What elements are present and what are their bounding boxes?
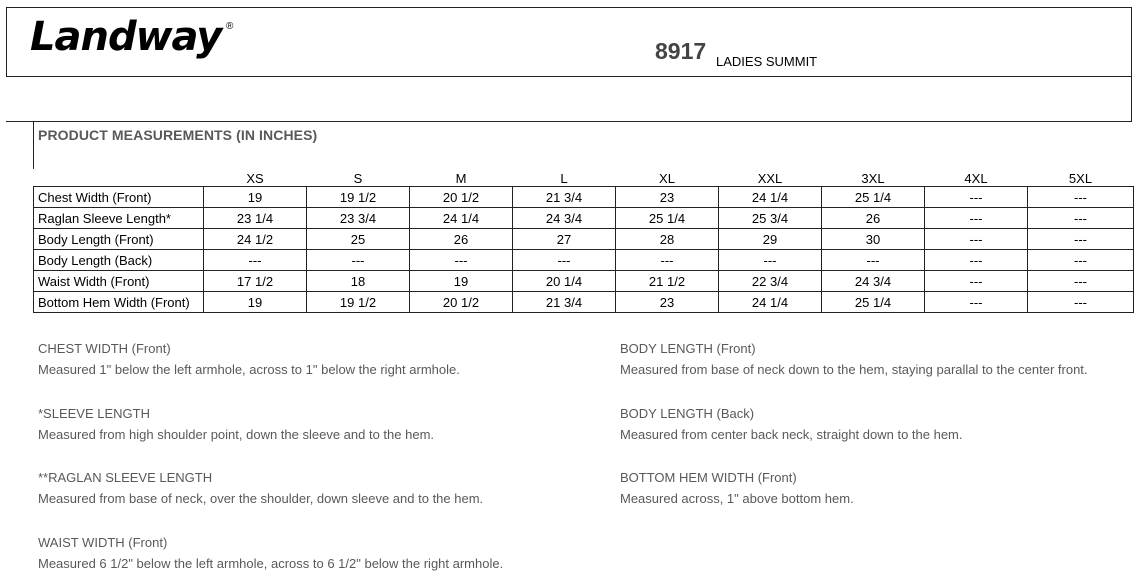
definition-waist-width [38,532,503,574]
definition-body: Measured across, 1" above bottom hem. [620,491,854,506]
measurement-value: 23 [616,187,719,208]
measurement-value: --- [1028,271,1134,292]
measurement-value: 25 3/4 [719,208,822,229]
style-number: 8917 [655,38,707,64]
measurement-value: 26 [822,208,925,229]
definition-heading: *SLEEVE LENGTH [38,406,150,421]
measurement-value: --- [719,250,822,271]
measurement-label: Waist Width (Front) [34,271,204,292]
measurement-value: --- [307,250,410,271]
measurement-value: 19 [410,271,513,292]
definition-body: Measured from center back neck, straight down to the hem. [620,427,963,442]
size-header: L [560,171,568,186]
measurement-value: --- [1028,292,1134,313]
measurement-value: 26 [410,229,513,250]
measurement-value: 24 1/4 [410,208,513,229]
definition-body: Measured 1" below the left armhole, across to 1" below the right armhole. [38,362,460,377]
measurement-value: 30 [822,229,925,250]
measurement-value: 19 1/2 [307,292,410,313]
measurement-row [34,271,1134,292]
size-header-blank [34,166,204,187]
measurement-value: --- [616,250,719,271]
measurement-value: 20 1/2 [410,292,513,313]
definition-bottom-hem-width [620,467,854,509]
measurement-row [34,187,1134,208]
measurement-value: --- [513,250,616,271]
measurement-value: --- [925,208,1028,229]
measurement-value: 29 [719,229,822,250]
measurement-value: 19 [204,187,307,208]
definition-heading: **RAGLAN SLEEVE LENGTH [38,470,213,485]
definition-body: Measured from base of neck, over the shoulder, down sleeve and to the hem. [38,491,484,506]
definition-heading: CHEST WIDTH (Front) [38,341,171,356]
measurement-value: --- [1028,187,1134,208]
definition-sleeve-length [38,403,434,445]
size-header: S [353,171,363,186]
measurement-value: 17 1/2 [204,271,307,292]
size-header: 5XL [1068,171,1093,186]
measurement-value: 23 1/4 [204,208,307,229]
measurement-value: 20 1/2 [410,187,513,208]
definition-raglan-sleeve-length [38,467,483,509]
measurement-label: Raglan Sleeve Length* [34,208,204,229]
measurement-value: --- [822,250,925,271]
measurement-label: Chest Width (Front) [34,187,204,208]
measurement-value: --- [1028,208,1134,229]
measurement-value: 21 3/4 [513,187,616,208]
header-spacer-box [6,77,1132,122]
measurement-value: 24 1/4 [719,187,822,208]
definition-body: Measured 6 1/2" below the left armhole, across to 6 1/2" below the right armhole. [38,556,504,571]
size-header: M [455,171,467,186]
definition-heading: WAIST WIDTH (Front) [38,535,168,550]
measurement-value: 19 1/2 [307,187,410,208]
definition-heading: BODY LENGTH (Front) [620,341,756,356]
measurement-value: --- [925,229,1028,250]
measurement-value: 24 3/4 [513,208,616,229]
measurement-row [34,292,1134,313]
size-header: XS [246,171,264,186]
measurement-row [34,229,1134,250]
definition-body-length-back [620,403,963,445]
measurement-value: 24 1/2 [204,229,307,250]
definition-heading: BODY LENGTH (Back) [620,406,755,421]
size-header: 3XL [861,171,885,186]
size-header: 4XL [964,171,988,186]
measurement-value: 19 [204,292,307,313]
size-header: XL [659,171,675,186]
definition-body-length-front [620,338,1088,380]
measurement-value: 20 1/4 [513,271,616,292]
measurement-value: --- [925,250,1028,271]
measurement-value: 28 [616,229,719,250]
measurement-value: 25 1/4 [822,292,925,313]
measurement-value: 23 [616,292,719,313]
measurement-value: 22 3/4 [719,271,822,292]
definition-chest-width [38,338,460,380]
measurement-value: --- [925,292,1028,313]
measurement-label: Body Length (Back) [34,250,204,271]
size-header-row [34,166,1134,187]
definition-heading: BOTTOM HEM WIDTH (Front) [620,470,797,485]
measurement-value: 24 3/4 [822,271,925,292]
measurement-value: --- [204,250,307,271]
measurement-value: 23 3/4 [307,208,410,229]
measurement-value: --- [925,271,1028,292]
measurement-value: --- [925,187,1028,208]
brand-logo: Landway [30,14,222,60]
measurement-value: --- [410,250,513,271]
measurement-value: --- [1028,250,1134,271]
measurement-value: 21 3/4 [513,292,616,313]
measurement-value: 25 1/4 [822,187,925,208]
measurements-title: PRODUCT MEASUREMENTS (IN INCHES) [38,127,318,143]
measurement-value: 24 1/4 [719,292,822,313]
style-name: LADIES SUMMIT [716,54,818,69]
definition-body: Measured from base of neck down to the hem, staying parallal to the center front. [620,362,1088,377]
measurement-row [34,250,1134,271]
measurement-value: 25 1/4 [616,208,719,229]
measurement-value: 18 [307,271,410,292]
registered-mark: ® [226,21,234,32]
measurement-value: 25 [307,229,410,250]
size-header: XXL [757,171,783,186]
measurement-value: 27 [513,229,616,250]
measurement-row [34,208,1134,229]
measurement-value: 21 1/2 [616,271,719,292]
definition-body: Measured from high shoulder point, down the sleeve and to the hem. [38,427,435,442]
size-chart-table [33,166,1134,313]
measurement-value: --- [1028,229,1134,250]
measurement-label: Body Length (Front) [34,229,204,250]
measurement-label: Bottom Hem Width (Front) [34,292,204,313]
